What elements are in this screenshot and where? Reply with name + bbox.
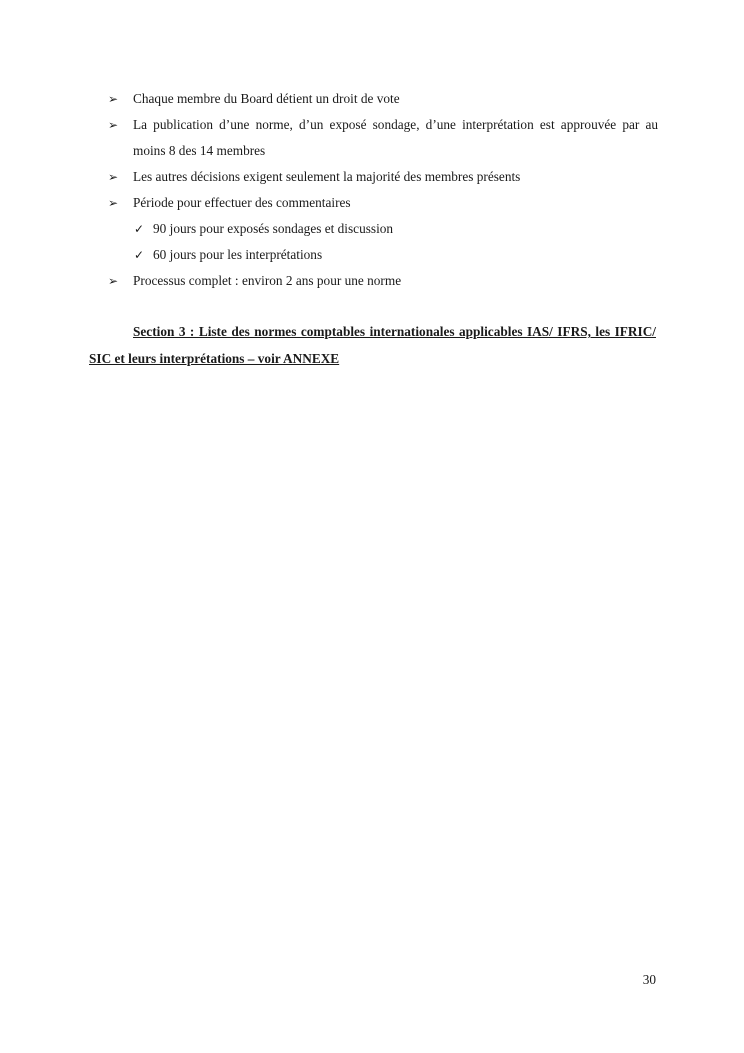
arrowhead-bullet-icon: ➢	[108, 118, 119, 132]
list-item	[108, 164, 658, 190]
sub-list-item	[108, 242, 658, 268]
list-item	[108, 86, 658, 112]
arrowhead-bullet-icon: ➢	[108, 274, 119, 288]
sub-list-item-text: 60 jours pour les interprétations	[153, 247, 323, 262]
list-item	[108, 112, 658, 164]
list-item-text: Période pour effectuer des commentaires	[133, 195, 351, 210]
arrowhead-bullet-icon: ➢	[108, 92, 119, 106]
sub-list-container	[108, 216, 658, 268]
list-item-text: Les autres décisions exigent seulement la majorité des membres présents	[133, 169, 521, 184]
checkmark-icon: ✓	[134, 248, 145, 262]
list-item-text: La publication d’une norme, d’un exposé sondage, d’une interprétation est approuvée par au moins 8 des 14 membres	[133, 117, 658, 158]
list-item-text: Processus complet : environ 2 ans pour une norme	[133, 273, 402, 288]
sub-list-item-text: 90 jours pour exposés sondages et discussion	[153, 221, 394, 236]
page-number: 30	[642, 972, 656, 987]
arrowhead-bullet-icon: ➢	[108, 170, 119, 184]
sub-list	[108, 216, 658, 268]
list-item-text: Chaque membre du Board détient un droit de vote	[133, 91, 400, 106]
list-item	[108, 268, 658, 294]
sub-list-item	[108, 216, 658, 242]
checkmark-icon: ✓	[134, 222, 145, 236]
bullet-list	[108, 86, 658, 294]
list-item	[108, 190, 658, 216]
section-heading: Section 3 : Liste des normes comptables internationales applicables IAS/ IFRS, les IFRIC/ SIC et leurs interprétations – voir ANNEXE	[89, 324, 656, 366]
arrowhead-bullet-icon: ➢	[108, 196, 119, 210]
